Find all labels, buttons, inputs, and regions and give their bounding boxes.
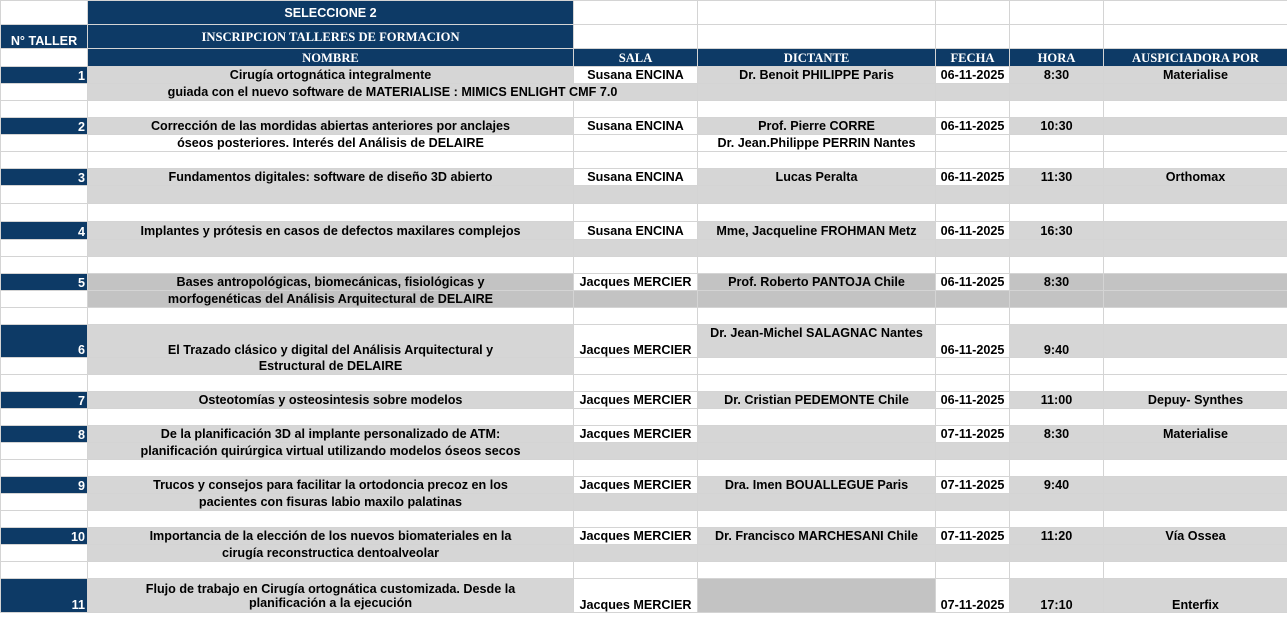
cell[interactable] <box>1104 204 1287 222</box>
cell[interactable] <box>1010 135 1104 152</box>
taller-auspicia[interactable]: Materialise <box>1104 426 1287 443</box>
cell[interactable] <box>574 443 698 460</box>
cell[interactable] <box>1104 358 1287 375</box>
cell[interactable] <box>936 409 1010 426</box>
sheet-subtitle[interactable]: INSCRIPCION TALLERES DE FORMACION <box>88 25 574 49</box>
taller-number[interactable]: 1 <box>1 67 88 84</box>
taller-auspicia[interactable] <box>1104 222 1287 240</box>
cell[interactable] <box>1104 135 1287 152</box>
taller-auspicia[interactable]: Orthomax <box>1104 169 1287 186</box>
cell[interactable] <box>1104 494 1287 511</box>
taller-nombre-line2[interactable]: pacientes con fisuras labio maxilo palatinas <box>88 494 574 511</box>
cell[interactable] <box>1 291 88 308</box>
taller-number[interactable]: 8 <box>1 426 88 443</box>
cell[interactable] <box>574 204 698 222</box>
cell[interactable] <box>88 308 574 325</box>
cell[interactable] <box>1010 511 1104 528</box>
cell[interactable] <box>88 409 574 426</box>
taller-sala[interactable]: Susana ENCINA <box>574 67 698 84</box>
cell[interactable] <box>936 545 1010 562</box>
cell[interactable] <box>1010 1 1104 25</box>
cell[interactable] <box>936 257 1010 274</box>
cell[interactable] <box>1010 409 1104 426</box>
cell[interactable] <box>936 460 1010 477</box>
taller-sala[interactable]: Jacques MERCIER <box>574 325 698 358</box>
taller-number[interactable]: 3 <box>1 169 88 186</box>
cell[interactable] <box>698 25 936 49</box>
cell[interactable] <box>698 308 936 325</box>
cell[interactable] <box>1104 152 1287 169</box>
cell[interactable] <box>698 358 936 375</box>
cell[interactable] <box>698 511 936 528</box>
taller-sala[interactable]: Susana ENCINA <box>574 222 698 240</box>
cell[interactable] <box>1010 84 1104 101</box>
cell[interactable] <box>936 511 1010 528</box>
cell[interactable] <box>1104 101 1287 118</box>
cell[interactable] <box>1 409 88 426</box>
cell[interactable] <box>1010 152 1104 169</box>
cell[interactable] <box>1 101 88 118</box>
taller-fecha[interactable]: 06-11-2025 <box>936 325 1010 358</box>
cell[interactable] <box>698 152 936 169</box>
taller-auspicia[interactable] <box>1104 118 1287 135</box>
taller-dictante[interactable] <box>698 579 936 613</box>
taller-nombre[interactable]: Implantes y prótesis en casos de defectos maxilares complejos <box>88 222 574 240</box>
cell[interactable] <box>1104 409 1287 426</box>
taller-fecha[interactable]: 07-11-2025 <box>936 426 1010 443</box>
col-header-dictante[interactable]: DICTANTE <box>698 49 936 67</box>
cell[interactable] <box>574 358 698 375</box>
taller-dictante[interactable]: Mme, Jacqueline FROHMAN Metz <box>698 222 936 240</box>
taller-auspicia[interactable] <box>1104 274 1287 291</box>
taller-auspicia[interactable]: Materialise <box>1104 67 1287 84</box>
cell[interactable] <box>1104 375 1287 392</box>
cell[interactable] <box>574 511 698 528</box>
taller-number[interactable]: 9 <box>1 477 88 494</box>
cell[interactable] <box>574 25 698 49</box>
taller-dictante[interactable]: Prof. Pierre CORRE <box>698 118 936 135</box>
cell[interactable] <box>1104 443 1287 460</box>
taller-nombre[interactable]: De la planificación 3D al implante personalizado de ATM: <box>88 426 574 443</box>
cell[interactable] <box>936 443 1010 460</box>
cell[interactable] <box>1 152 88 169</box>
taller-nombre-line2: planificación a la ejecución <box>248 595 413 610</box>
taller-hora[interactable]: 8:30 <box>1010 67 1104 84</box>
taller-hora[interactable]: 16:30 <box>1010 222 1104 240</box>
cell[interactable] <box>698 84 936 101</box>
taller-sala[interactable]: Jacques MERCIER <box>574 426 698 443</box>
cell[interactable] <box>936 204 1010 222</box>
taller-fecha[interactable]: 06-11-2025 <box>936 67 1010 84</box>
cell[interactable] <box>1104 562 1287 579</box>
cell[interactable] <box>936 562 1010 579</box>
cell[interactable] <box>1 186 88 204</box>
cell[interactable] <box>936 494 1010 511</box>
cell[interactable] <box>574 291 698 308</box>
cell[interactable] <box>1 308 88 325</box>
cell[interactable] <box>1 257 88 274</box>
taller-nombre[interactable]: Cirugía ortognática integralmente <box>88 67 574 84</box>
taller-fecha[interactable]: 06-11-2025 <box>936 392 1010 409</box>
cell[interactable] <box>574 135 698 152</box>
cell[interactable] <box>936 101 1010 118</box>
taller-number[interactable]: 7 <box>1 392 88 409</box>
taller-fecha[interactable]: 06-11-2025 <box>936 169 1010 186</box>
cell[interactable] <box>574 1 698 25</box>
cell[interactable] <box>1010 186 1104 204</box>
cell[interactable] <box>1010 257 1104 274</box>
cell[interactable] <box>1104 1 1287 25</box>
taller-nombre[interactable]: Trucos y consejos para facilitar la ortodoncia precoz en los <box>88 477 574 494</box>
cell[interactable] <box>936 358 1010 375</box>
cell[interactable] <box>1010 358 1104 375</box>
taller-fecha[interactable]: 06-11-2025 <box>936 222 1010 240</box>
taller-nombre[interactable]: Osteotomías y osteosintesis sobre modelos <box>88 392 574 409</box>
taller-number[interactable]: 11 <box>1 579 88 613</box>
cell[interactable] <box>936 152 1010 169</box>
taller-number[interactable]: 5 <box>1 274 88 291</box>
taller-nombre-line1: Flujo de trabajo en Cirugía ortognática customizada. Desde la <box>145 581 516 596</box>
taller-number[interactable]: 4 <box>1 222 88 240</box>
taller-sala[interactable]: Jacques MERCIER <box>574 274 698 291</box>
taller-nombre[interactable]: Bases antropológicas, biomecánicas, fisiológicas y <box>88 274 574 291</box>
cell[interactable] <box>1010 460 1104 477</box>
taller-sala[interactable]: Jacques MERCIER <box>574 392 698 409</box>
cell[interactable] <box>698 443 936 460</box>
cell[interactable] <box>698 562 936 579</box>
cell[interactable] <box>88 101 574 118</box>
taller-sala[interactable]: Susana ENCINA <box>574 118 698 135</box>
cell[interactable] <box>574 409 698 426</box>
cell[interactable] <box>1010 101 1104 118</box>
taller-nombre[interactable] <box>88 579 574 613</box>
cell[interactable] <box>1 494 88 511</box>
taller-dictante[interactable] <box>698 426 936 443</box>
taller-hora[interactable]: 8:30 <box>1010 426 1104 443</box>
cell[interactable] <box>698 409 936 426</box>
cell[interactable] <box>1010 562 1104 579</box>
taller-hora[interactable]: 9:40 <box>1010 325 1104 358</box>
taller-auspicia[interactable] <box>1104 325 1287 358</box>
col-header-hora[interactable]: HORA <box>1010 49 1104 67</box>
taller-number[interactable]: 10 <box>1 528 88 545</box>
taller-dictante-line2[interactable]: Dr. Jean.Philippe PERRIN Nantes <box>698 135 936 152</box>
cell[interactable] <box>1104 25 1287 49</box>
taller-fecha[interactable]: 07-11-2025 <box>936 477 1010 494</box>
taller-nombre-line2[interactable]: óseos posteriores. Interés del Análisis de DELAIRE <box>88 135 574 152</box>
cell[interactable] <box>936 1 1010 25</box>
cell[interactable] <box>574 101 698 118</box>
cell[interactable] <box>698 101 936 118</box>
col-header-fecha[interactable]: FECHA <box>936 49 1010 67</box>
cell[interactable] <box>574 186 698 204</box>
cell[interactable] <box>936 308 1010 325</box>
taller-sala[interactable]: Jacques MERCIER <box>574 477 698 494</box>
cell[interactable] <box>88 240 574 257</box>
taller-dictante[interactable]: Dr. Cristian PEDEMONTE Chile <box>698 392 936 409</box>
cell[interactable] <box>698 545 936 562</box>
cell[interactable] <box>574 545 698 562</box>
cell[interactable] <box>88 460 574 477</box>
cell[interactable] <box>698 204 936 222</box>
cell[interactable] <box>88 511 574 528</box>
taller-dictante[interactable]: Dra. Imen BOUALLEGUE Paris <box>698 477 936 494</box>
cell[interactable] <box>1 84 88 101</box>
cell[interactable] <box>574 240 698 257</box>
cell[interactable] <box>936 186 1010 204</box>
cell[interactable] <box>1010 204 1104 222</box>
col-header-nombre[interactable]: NOMBRE <box>88 49 574 67</box>
taller-nombre-line2[interactable]: planificación quirúrgica virtual utilizando modelos óseos secos <box>88 443 574 460</box>
taller-dictante[interactable]: Dr. Jean-Michel SALAGNAC Nantes <box>698 325 936 358</box>
col-header-sala[interactable]: SALA <box>574 49 698 67</box>
taller-auspicia[interactable]: Enterfix <box>1104 579 1287 613</box>
cell[interactable] <box>1010 308 1104 325</box>
cell[interactable] <box>574 308 698 325</box>
cell[interactable] <box>1010 291 1104 308</box>
taller-number[interactable]: 6 <box>1 325 88 358</box>
taller-fecha[interactable]: 06-11-2025 <box>936 118 1010 135</box>
cell[interactable] <box>1 562 88 579</box>
sheet-title[interactable]: SELECCIONE 2 <box>88 1 574 25</box>
taller-nombre[interactable]: El Trazado clásico y digital del Análisis Arquitectural y <box>88 325 574 358</box>
cell[interactable] <box>88 152 574 169</box>
cell[interactable] <box>574 562 698 579</box>
cell[interactable] <box>1 49 88 67</box>
cell[interactable] <box>698 291 936 308</box>
taller-dictante[interactable]: Dr. Benoit PHILIPPE Paris <box>698 67 936 84</box>
cell[interactable] <box>1010 545 1104 562</box>
cell[interactable] <box>698 494 936 511</box>
cell[interactable] <box>1104 291 1287 308</box>
cell[interactable] <box>698 240 936 257</box>
cell[interactable] <box>936 135 1010 152</box>
taller-hora[interactable]: 17:10 <box>1010 579 1104 613</box>
taller-auspicia[interactable] <box>1104 477 1287 494</box>
cell[interactable] <box>1104 308 1287 325</box>
cell[interactable] <box>698 460 936 477</box>
taller-nombre-line2[interactable]: Estructural de DELAIRE <box>88 358 574 375</box>
taller-nombre[interactable]: Importancia de la elección de los nuevos biomateriales en la <box>88 528 574 545</box>
cell[interactable] <box>1 135 88 152</box>
cell[interactable] <box>1 511 88 528</box>
cell[interactable] <box>698 257 936 274</box>
cell[interactable] <box>1 204 88 222</box>
cell[interactable] <box>1 545 88 562</box>
col-header-ntaller[interactable]: N° TALLER <box>1 25 88 49</box>
taller-auspicia[interactable]: Depuy- Synthes <box>1104 392 1287 409</box>
cell[interactable] <box>698 186 936 204</box>
taller-nombre-line2[interactable]: guiada con el nuevo software de MATERIALISE : MIMICS ENLIGHT CMF 7.0 <box>88 84 698 101</box>
cell[interactable] <box>88 375 574 392</box>
cell[interactable] <box>1104 545 1287 562</box>
taller-fecha[interactable]: 07-11-2025 <box>936 579 1010 613</box>
taller-dictante[interactable]: Dr. Francisco MARCHESANI Chile <box>698 528 936 545</box>
taller-dictante[interactable]: Lucas Peralta <box>698 169 936 186</box>
cell[interactable] <box>88 204 574 222</box>
taller-auspicia[interactable]: Vía Ossea <box>1104 528 1287 545</box>
taller-nombre-line2[interactable]: morfogenéticas del Análisis Arquitectural de DELAIRE <box>88 291 574 308</box>
taller-sala[interactable]: Jacques MERCIER <box>574 528 698 545</box>
cell[interactable] <box>1010 25 1104 49</box>
taller-number[interactable]: 2 <box>1 118 88 135</box>
cell[interactable] <box>88 562 574 579</box>
taller-hora[interactable]: 11:20 <box>1010 528 1104 545</box>
cell[interactable] <box>936 84 1010 101</box>
taller-hora[interactable]: 10:30 <box>1010 118 1104 135</box>
taller-hora[interactable]: 9:40 <box>1010 477 1104 494</box>
cell[interactable] <box>574 375 698 392</box>
cell[interactable] <box>698 375 936 392</box>
cell[interactable] <box>1 1 88 25</box>
cell[interactable] <box>1010 494 1104 511</box>
cell[interactable] <box>1 375 88 392</box>
cell[interactable] <box>1 443 88 460</box>
cell[interactable] <box>1104 240 1287 257</box>
taller-sala[interactable]: Jacques MERCIER <box>574 579 698 613</box>
cell[interactable] <box>936 375 1010 392</box>
cell[interactable] <box>936 240 1010 257</box>
cell[interactable] <box>1 240 88 257</box>
cell[interactable] <box>88 257 574 274</box>
taller-nombre-line2[interactable]: cirugía reconstructica dentoalveolar <box>88 545 574 562</box>
cell[interactable] <box>574 152 698 169</box>
cell[interactable] <box>1010 240 1104 257</box>
cell[interactable] <box>574 494 698 511</box>
cell[interactable] <box>88 186 574 204</box>
taller-nombre[interactable]: Fundamentos digitales: software de diseño 3D abierto <box>88 169 574 186</box>
taller-dictante[interactable]: Prof. Roberto PANTOJA Chile <box>698 274 936 291</box>
cell[interactable] <box>574 257 698 274</box>
cell[interactable] <box>1010 375 1104 392</box>
cell[interactable] <box>1104 186 1287 204</box>
taller-nombre[interactable]: Corrección de las mordidas abiertas anteriores por anclajes <box>88 118 574 135</box>
cell[interactable] <box>936 291 1010 308</box>
cell[interactable] <box>1010 443 1104 460</box>
taller-sala[interactable]: Susana ENCINA <box>574 169 698 186</box>
taller-hora[interactable]: 8:30 <box>1010 274 1104 291</box>
taller-hora[interactable]: 11:00 <box>1010 392 1104 409</box>
taller-fecha[interactable]: 06-11-2025 <box>936 274 1010 291</box>
cell[interactable] <box>1104 84 1287 101</box>
cell[interactable] <box>1104 257 1287 274</box>
cell[interactable] <box>1104 511 1287 528</box>
col-header-auspicia[interactable]: AUSPICIADORA POR <box>1104 49 1287 67</box>
cell[interactable] <box>698 1 936 25</box>
taller-fecha[interactable]: 07-11-2025 <box>936 528 1010 545</box>
cell[interactable] <box>936 25 1010 49</box>
cell[interactable] <box>1104 460 1287 477</box>
cell[interactable] <box>1 358 88 375</box>
taller-hora[interactable]: 11:30 <box>1010 169 1104 186</box>
cell[interactable] <box>1 460 88 477</box>
cell[interactable] <box>574 460 698 477</box>
